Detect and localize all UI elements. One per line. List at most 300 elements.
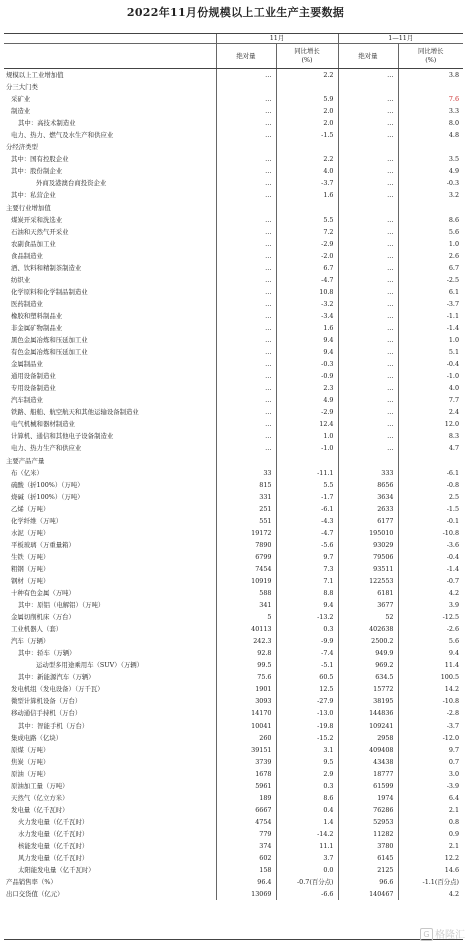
month-yoy: -7.4 [276,647,338,659]
month-abs: 260 [216,732,276,744]
table-row [4,81,463,93]
table-row [4,69,463,82]
month-yoy: 5.5 [276,479,338,491]
row-label: 铁路、船舶、航空航天和其他运输设备制造业 [11,408,139,417]
cum-abs: 43438 [338,756,398,768]
cum-yoy: 4.9 [398,165,463,177]
cum-yoy: 9.4 [398,647,463,659]
table-row [4,129,463,141]
row-label: 水泥（万吨） [11,528,50,537]
table-row [4,286,463,298]
month-abs: … [216,346,276,358]
row-label: 制造业 [11,107,31,116]
table-row [4,346,463,358]
cum-yoy: 14.6 [398,864,463,876]
cum-abs: 2500.2 [338,635,398,647]
table-row [4,394,463,406]
row-label: 火力发电量（亿千瓦时） [18,817,89,826]
cum-abs: 93511 [338,563,398,575]
month-yoy: -9.9 [276,635,338,647]
row-label: 农副食品加工业 [11,239,56,248]
table-row [4,418,463,430]
cum-abs: 3634 [338,491,398,503]
cum-abs: 969.2 [338,659,398,671]
page-title: 2022年11月份规模以上工业生产主要数据 [126,6,345,19]
row-label: 金属制品业 [11,360,43,369]
cum-abs: … [338,334,398,346]
month-abs: 1678 [216,768,276,780]
cum-yoy: -3.7 [398,720,463,732]
table-row [4,262,463,274]
month-yoy: -4.7 [276,527,338,539]
table-row [4,720,463,732]
table-row [4,804,463,816]
month-yoy: 0.3 [276,623,338,635]
cum-yoy: -3.7 [398,298,463,310]
month-abs: … [216,189,276,201]
row-label: 电力、热力、燃气及水生产和供应业 [11,131,114,140]
month-abs: 7890 [216,539,276,551]
cum-yoy: -2.5 [398,274,463,286]
table-row [4,551,463,563]
month-abs: 3739 [216,756,276,768]
cum-yoy: 3.5 [398,153,463,165]
cum-yoy: 12.0 [398,418,463,430]
month-yoy: -2.0 [276,250,338,262]
month-abs: 99.5 [216,659,276,671]
row-label: 其中：轿车（万辆） [18,649,76,658]
cum-abs: 402638 [338,623,398,635]
month-yoy: 2.9 [276,768,338,780]
row-label: 天然气（亿立方米） [11,793,69,802]
cum-abs: 140467 [338,888,398,900]
month-abs: 96.4 [216,876,276,888]
table-row [4,539,463,551]
row-label: 其中：原铝（电解铝）（万吨） [18,601,105,610]
table-row [4,202,463,214]
month-yoy: -19.8 [276,720,338,732]
table-row [4,768,463,780]
cum-yoy: -12.5 [398,611,463,623]
row-label: 出口交货值（亿元） [6,890,64,899]
month-abs: … [216,250,276,262]
month-yoy: -13.0 [276,707,338,719]
table-row [4,671,463,683]
cum-yoy: 0.9 [398,828,463,840]
row-label: 规模以上工业增加值 [6,71,64,79]
month-abs [216,141,276,153]
cum-abs: … [338,310,398,322]
cum-abs: … [338,370,398,382]
table-row [4,876,463,888]
cum-yoy [398,141,463,153]
cum-yoy: 5.6 [398,226,463,238]
row-label: 钢材（万吨） [11,576,50,585]
month-abs: … [216,394,276,406]
month-yoy: 1.4 [276,816,338,828]
month-abs: … [216,214,276,226]
cum-abs: … [338,250,398,262]
month-yoy: 6.7 [276,262,338,274]
cum-abs: 122553 [338,575,398,587]
month-yoy: -0.9 [276,370,338,382]
row-label: 汽车（万辆） [11,637,50,646]
table-row [4,250,463,262]
month-yoy: -4.7 [276,274,338,286]
month-yoy: 7.1 [276,575,338,587]
cum-abs: 6145 [338,852,398,864]
month-yoy: -0.3 [276,358,338,370]
table-row [4,406,463,418]
month-yoy: 12.5 [276,683,338,695]
table-row [4,623,463,635]
row-label: 煤炭开采和洗选业 [11,215,63,224]
month-abs: … [216,165,276,177]
cum-yoy: 2.4 [398,406,463,418]
month-abs: … [216,418,276,430]
month-yoy: -1.7 [276,491,338,503]
cum-abs: … [338,418,398,430]
month-abs: 602 [216,852,276,864]
row-label: 乙烯（万吨） [11,504,50,513]
row-label: 石油和天然气开采业 [11,227,69,236]
month-abs: … [216,430,276,442]
cum-yoy [398,202,463,214]
cum-yoy: 3.2 [398,189,463,201]
table-row [4,430,463,442]
month-abs: … [216,117,276,129]
cum-abs: … [338,346,398,358]
cum-yoy: 100.5 [398,671,463,683]
cum-yoy: 7.6 [398,93,463,105]
cum-yoy: 4.0 [398,382,463,394]
cum-yoy: 1.0 [398,334,463,346]
table-row [4,370,463,382]
table-row [4,780,463,792]
cum-yoy: -10.8 [398,527,463,539]
row-label: 原煤（万吨） [11,745,50,754]
table-row [4,647,463,659]
table-row [4,659,463,671]
row-label: 水力发电量（亿千瓦时） [18,829,89,838]
cum-abs: … [338,238,398,250]
month-abs: … [216,274,276,286]
month-yoy: 0.0 [276,864,338,876]
month-yoy: -2.9 [276,406,338,418]
table-row [4,852,463,864]
cum-abs: 333 [338,467,398,479]
cum-yoy: -0.4 [398,358,463,370]
month-abs: 14170 [216,707,276,719]
cum-abs: 61599 [338,780,398,792]
month-yoy: -6.6 [276,888,338,900]
row-label: 太阳能发电量（亿千瓦时） [18,866,95,875]
cum-yoy: 2.5 [398,491,463,503]
cum-abs: 195010 [338,527,398,539]
cum-yoy: 3.8 [398,69,463,82]
cum-abs: … [338,298,398,310]
row-label: 生铁（万吨） [11,552,50,561]
header-blank-2 [4,44,216,69]
row-label: 分经济类型 [6,143,38,152]
table-row [4,274,463,286]
table-row [4,93,463,105]
cum-yoy: -6.1 [398,467,463,479]
table-row [4,310,463,322]
table-row [4,382,463,394]
month-yoy [276,81,338,93]
cum-abs: 1974 [338,792,398,804]
table-row [4,527,463,539]
cum-abs: 634.5 [338,671,398,683]
table-row [4,888,463,900]
month-yoy: 9.7 [276,551,338,563]
row-label: 酒、饮料和精制茶制造业 [11,263,82,272]
header-cum-yoy-label: 同比增长 [417,47,444,55]
row-label: 食品制造业 [11,251,43,260]
row-label: 核能发电量（亿千瓦时） [18,842,89,850]
cum-abs: 79506 [338,551,398,563]
row-label: 橡胶和塑料制品业 [11,311,63,320]
month-abs: 158 [216,864,276,876]
row-label: 电气机械和器材制造业 [11,420,75,429]
row-label: 有色金属冶炼和压延加工业 [11,348,88,357]
row-label: 十种有色金属（万吨） [11,589,75,598]
month-yoy: 11.1 [276,840,338,852]
row-label: 其中：私营企业 [11,191,56,200]
cum-abs: 52 [338,611,398,623]
row-label: 非金属矿物制品业 [11,323,63,332]
cum-yoy: 6.1 [398,286,463,298]
table-row [4,298,463,310]
cum-abs: 409408 [338,744,398,756]
cum-yoy: -0.3 [398,177,463,189]
row-label: 金属切削机床（万台） [11,613,75,622]
header-blank [4,34,216,44]
cum-abs: 38195 [338,695,398,707]
month-yoy: -5.6 [276,539,338,551]
month-abs: 92.8 [216,647,276,659]
month-yoy [276,202,338,214]
month-yoy: -13.2 [276,611,338,623]
month-abs: 33 [216,467,276,479]
month-yoy: 9.4 [276,346,338,358]
month-abs: … [216,310,276,322]
month-abs: … [216,286,276,298]
row-label: 外商及港澳台商投资企业 [36,179,107,188]
month-yoy [276,141,338,153]
row-label: 专用设备制造业 [11,384,56,393]
cum-abs: 96.6 [338,876,398,888]
table-row [4,334,463,346]
table-row [4,165,463,177]
month-yoy: -0.7(百分点) [276,876,338,888]
cum-yoy: 8.0 [398,117,463,129]
month-abs: 588 [216,587,276,599]
month-yoy: 2.2 [276,69,338,82]
month-yoy: 9.4 [276,334,338,346]
month-yoy: 2.0 [276,105,338,117]
cum-yoy: -0.8 [398,479,463,491]
month-yoy: 0.3 [276,780,338,792]
month-abs: 374 [216,840,276,852]
row-label: 医药制造业 [11,299,43,308]
cum-yoy: 7.7 [398,394,463,406]
cum-abs: 18777 [338,768,398,780]
month-abs: 551 [216,515,276,527]
month-yoy: -5.1 [276,659,338,671]
cum-abs: … [338,105,398,117]
month-yoy: 2.0 [276,117,338,129]
cum-abs [338,455,398,467]
cum-abs: … [338,274,398,286]
month-abs: … [216,153,276,165]
cum-yoy: 9.7 [398,744,463,756]
row-label: 硫酸（折100%）（万吨） [11,480,84,489]
data-table-container [4,33,463,940]
month-yoy: 10.8 [276,286,338,298]
cum-yoy: 0.8 [398,816,463,828]
cum-abs: … [338,226,398,238]
cum-abs: 144836 [338,707,398,719]
cum-yoy: 11.4 [398,659,463,671]
cum-yoy: 3.9 [398,599,463,611]
month-abs: 39151 [216,744,276,756]
cum-abs: 52953 [338,816,398,828]
table-row [4,563,463,575]
table-row [4,816,463,828]
month-abs: 6667 [216,804,276,816]
month-abs: 5 [216,611,276,623]
cum-yoy: 1.0 [398,238,463,250]
table-row [4,840,463,852]
month-yoy: 4.0 [276,165,338,177]
row-label: 分三大门类 [6,83,38,92]
row-label: 原油加工量（万吨） [11,781,69,790]
table-row [4,599,463,611]
month-yoy: -11.1 [276,467,338,479]
cum-yoy: 4.8 [398,129,463,141]
month-yoy: -6.1 [276,503,338,515]
header-cum-yoy [398,44,463,69]
row-label: 运动型多用途乘用车（SUV）（万辆） [36,661,144,670]
month-abs: 779 [216,828,276,840]
watermark [420,926,465,942]
month-abs: … [216,129,276,141]
month-yoy: 1.6 [276,322,338,334]
row-label: 原油（万吨） [11,769,50,778]
month-abs: 3093 [216,695,276,707]
month-yoy: 5.9 [276,93,338,105]
month-yoy: 9.4 [276,599,338,611]
month-abs: 341 [216,599,276,611]
month-yoy: 1.0 [276,430,338,442]
table-row [4,756,463,768]
month-yoy: 2.3 [276,382,338,394]
table-row [4,792,463,804]
row-label: 计算机、通信和其他电子设备制造业 [11,432,114,441]
table-row [4,828,463,840]
table-row [4,153,463,165]
month-yoy: -15.2 [276,732,338,744]
table-row [4,455,463,467]
month-abs: … [216,238,276,250]
cum-abs: … [338,153,398,165]
cum-yoy: 5.6 [398,635,463,647]
cum-yoy [398,455,463,467]
month-yoy: -27.9 [276,695,338,707]
month-abs: … [216,382,276,394]
table-row [4,467,463,479]
row-label: 布（亿米） [11,468,43,477]
cum-yoy: -0.1 [398,515,463,527]
month-yoy: 5.5 [276,214,338,226]
month-abs: … [216,262,276,274]
table-row [4,587,463,599]
cum-abs: … [338,69,398,82]
month-yoy: -1.0 [276,442,338,454]
row-label: 电力、热力生产和供应业 [11,444,82,453]
row-label: 粗钢（万吨） [11,564,50,573]
month-abs [216,202,276,214]
cum-yoy: 0.7 [398,756,463,768]
month-abs: 7454 [216,563,276,575]
cum-yoy: 6.4 [398,792,463,804]
cum-abs: … [338,430,398,442]
table-row [4,358,463,370]
month-abs: … [216,322,276,334]
cum-yoy: -12.0 [398,732,463,744]
table-body [4,69,463,901]
month-yoy: -1.5 [276,129,338,141]
row-label: 风力发电量（亿千瓦时） [18,854,89,863]
row-label: 平板玻璃（万重量箱） [11,540,75,549]
month-yoy: 3.7 [276,852,338,864]
table-row [4,491,463,503]
month-yoy: 2.2 [276,153,338,165]
cum-abs: 949.9 [338,647,398,659]
month-abs: 815 [216,479,276,491]
cum-abs: … [338,129,398,141]
row-label: 其中：股份制企业 [11,167,63,176]
table-row [4,503,463,515]
cum-yoy: 3.0 [398,768,463,780]
header-month-yoy [276,44,338,69]
table-row [4,117,463,129]
month-abs: … [216,105,276,117]
month-abs: … [216,298,276,310]
cum-yoy [398,81,463,93]
cum-abs: … [338,382,398,394]
month-abs: … [216,370,276,382]
row-label: 烧碱（折100%）（万吨） [11,492,84,501]
month-abs: 242.3 [216,635,276,647]
row-label: 黑色金属冶炼和压延加工业 [11,336,88,345]
cum-abs: 6181 [338,587,398,599]
cum-abs: 93029 [338,539,398,551]
month-yoy: 7.2 [276,226,338,238]
month-abs: 19172 [216,527,276,539]
header-month: 11月 [216,34,338,44]
table-row [4,442,463,454]
row-label: 化学纤维（万吨） [11,516,63,525]
cum-yoy: -1.5 [398,503,463,515]
cum-abs [338,202,398,214]
month-abs: … [216,442,276,454]
month-yoy: 8.6 [276,792,338,804]
cum-yoy: 8.3 [398,430,463,442]
cum-yoy: 4.2 [398,888,463,900]
